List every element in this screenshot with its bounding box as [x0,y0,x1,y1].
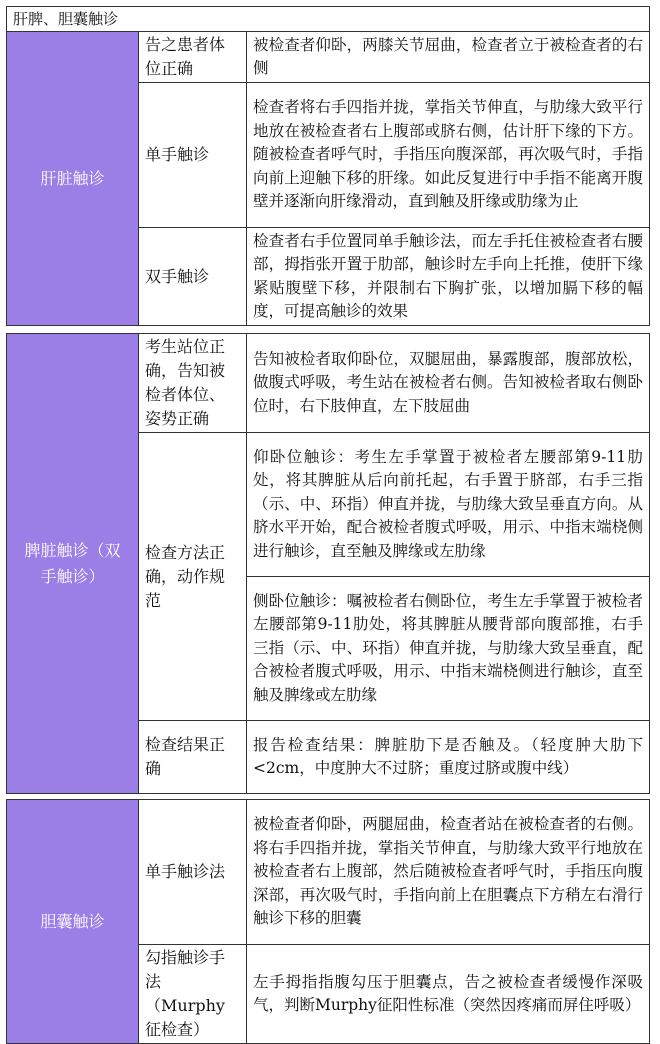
category-spleen: 脾脏触诊（双手触诊） [7,334,139,794]
item-description: 被检查者仰卧，两腿屈曲，检查者站在被检查者的右侧。将右手四指并拢，掌指关节伸直，与肋缘大致平行地放在被检查者右上腹部，然后随被检查者呼气时，手指压向腹深部，再次吸气时，手指向前上在胆囊点下方稍左右滑行触诊下移的胆囊 [247,800,650,945]
item-description: 被检查者仰卧，两膝关节屈曲，检查者立于被检查者的右侧 [247,32,650,83]
spleen-palpation-table [6,333,650,794]
item-description: 左手拇指指腹勾压于胆囊点，告之被检查者缓慢作深吸气，判断Murphy征阳性标准（突然因疼痛而屏住呼吸） [247,945,650,1044]
item-label: 检查方法正确，动作规范 [139,433,247,721]
item-label: 告之患者体位正确 [139,32,247,83]
category-gallbladder: 胆囊触诊 [7,800,139,1044]
liver-palpation-table [6,31,650,326]
item-description: 报告检查结果：脾脏肋下是否触及。（轻度肿大肋下<2cm，中度肿大不过脐；重度过脐或腹中线） [247,721,650,794]
item-description: 检查者将右手四指并拢，掌指关节伸直，与肋缘大致平行地放在被检查者右上腹部或脐右侧，估计肝下缘的下方。随被检查者呼气时，手指压向腹深部，再次吸气时，手指向前上迎触下移的肝缘。如此反复进行中手指不能离开腹壁并逐渐向肝缘滑动，直到触及肝缘或肋缘为止 [247,83,650,228]
item-label: 勾指触诊手法（Murphy征检查） [139,945,247,1044]
item-label: 双手触诊 [139,228,247,326]
gallbladder-palpation-table [6,799,650,1044]
item-description: 告知被检者取仰卧位，双腿屈曲，暴露腹部，腹部放松，做腹式呼吸，考生站在被检者右侧。告知被检者取右侧卧位时，右下肢伸直，左下肢屈曲 [247,334,650,433]
page-title: 肝脾、胆囊触诊 [6,6,650,32]
item-label: 单手触诊法 [139,800,247,945]
item-label: 考生站位正确，告知被检者体位、姿势正确 [139,334,247,433]
item-label: 检查结果正确 [139,721,247,794]
item-description-2: 侧卧位触诊：嘱被检者右侧卧位，考生左手掌置于被检者左腰部第9-11肋处，将其脾脏从腰背部向腹部推，右手三指（示、中、环指）伸直并拢，与肋缘大致呈垂直，配合被检者腹式呼吸，用示、中指末端桡侧进行触诊，直至触及脾缘或左肋缘 [247,577,650,721]
item-description: 仰卧位触诊：考生左手掌置于被检者左腰部第9-11肋处，将其脾脏从后向前托起，右手置于脐部，右手三指（示、中、环指）伸直并拢，与肋缘大致呈垂直方向。从脐水平开始，配合被检者腹式呼吸，用示、中指末端桡侧进行触诊，直至触及脾缘或左肋缘 [247,433,650,577]
category-liver: 肝脏触诊 [7,32,139,326]
item-label: 单手触诊 [139,83,247,228]
item-description: 检查者右手位置同单手触诊法，而左手托住被检查者右腰部，拇指张开置于肋部，触诊时左手向上托推，使肝下缘紧贴腹壁下移，并限制右下胸扩张，以增加膈下移的幅度，可提高触诊的效果 [247,228,650,326]
